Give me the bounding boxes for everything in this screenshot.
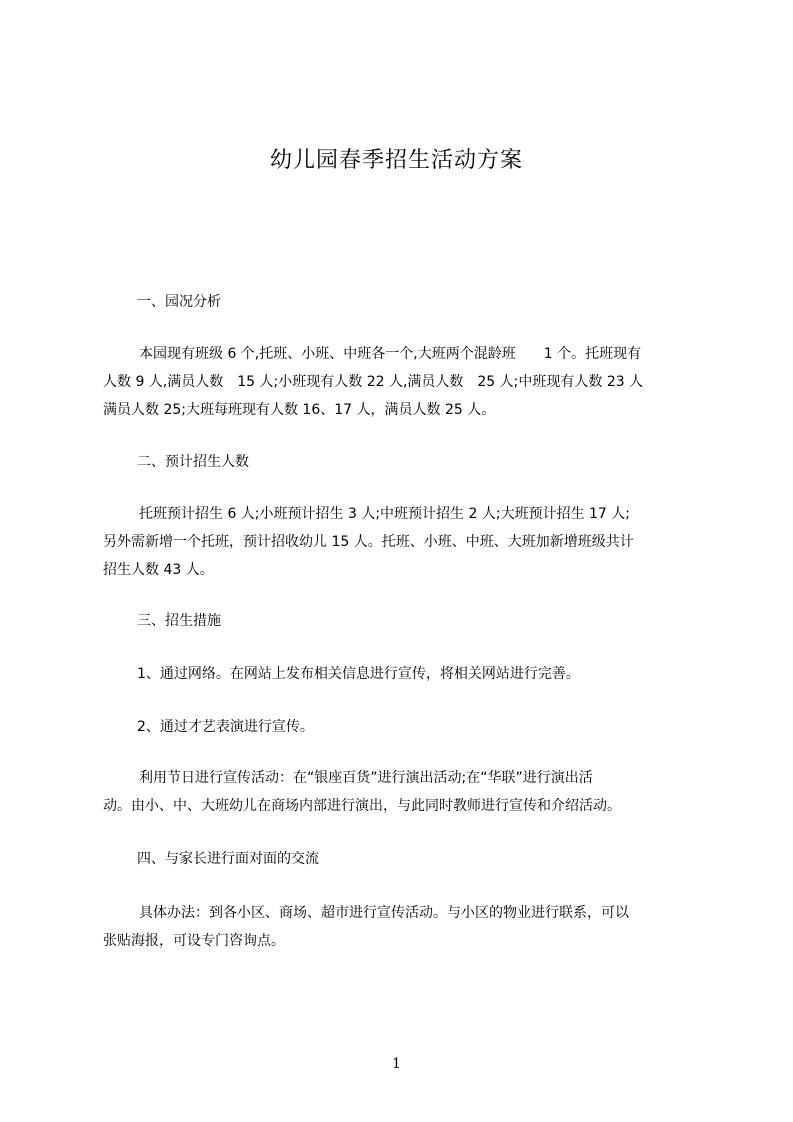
paragraph-line: 另外需新增一个托班，预计招收幼儿 15 人。托班、小班、中班、大班加新增班级共计 (103, 534, 634, 550)
paragraph-line: 本园现有班级 6 个,托班、小班、中班各一个,大班两个混龄班 1 个。托班现有 (139, 346, 642, 362)
paragraph-line: 动。由小、中、大班幼儿在商场内部进行演出，与此同时教师进行宣传和介绍活动。 (103, 798, 621, 814)
page-number: 1 (392, 1056, 401, 1072)
section-heading-2: 二、预计招生人数 (137, 454, 249, 470)
paragraph-line: 人数 9 人,满员人数 15 人;小班现有人数 22 人,满员人数 25 人;中班现有人数 23 人 (103, 374, 644, 390)
section-3-paragraph (103, 764, 699, 820)
paragraph-line: 招生人数 43 人。 (103, 562, 214, 578)
paragraph-line: 满员人数 25;大班每班现有人数 16、17 人，满员人数 25 人。 (103, 402, 496, 418)
section-heading-4: 四、与家长进行面对面的交流 (137, 851, 319, 867)
section-1-paragraph (103, 340, 699, 424)
measure-item-1: 1、通过网络。在网站上发布相关信息进行宣传，将相关网站进行完善。 (137, 666, 580, 682)
paragraph-line: 托班预计招生 6 人;小班预计招生 3 人;中班预计招生 2 人;大班预计招生 17 人; (139, 506, 631, 522)
document-title: 幼儿园春季招生活动方案 (269, 148, 523, 173)
paragraph-line: 利用节日进行宣传活动：在“银座百货”进行演出活动;在“华联”进行演出活 (139, 770, 593, 786)
section-4-paragraph (103, 899, 699, 955)
paragraph-line: 张贴海报，可设专门咨询点。 (103, 933, 285, 949)
measure-item-2: 2、通过才艺表演进行宣传。 (137, 719, 314, 735)
section-2-paragraph (103, 500, 699, 584)
section-heading-3: 三、招生措施 (137, 613, 221, 629)
paragraph-line: 具体办法：到各小区、商场、超市进行宣传活动。与小区的物业进行联系，可以 (139, 905, 629, 921)
section-heading-1: 一、园况分析 (137, 294, 221, 310)
